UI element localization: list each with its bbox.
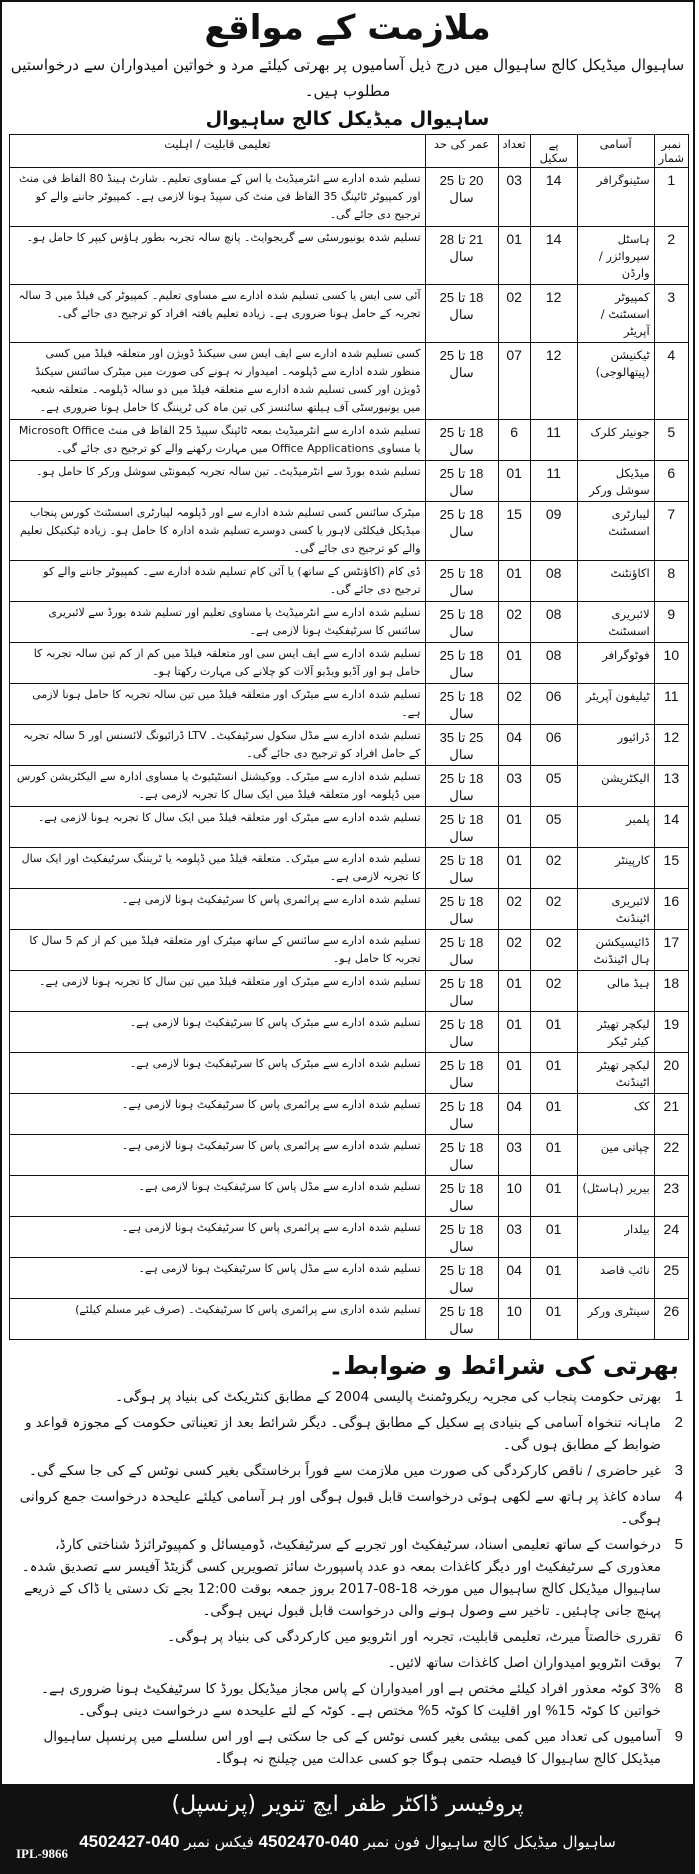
institution-name: ساہیوال میڈیکل کالج ساہیوال	[205, 108, 490, 130]
age-limit: 18 تا 25 سال	[425, 1135, 498, 1176]
pay-scale: 02	[530, 848, 577, 889]
serial-number: 25	[654, 1258, 688, 1299]
post-name: چپاتی مین	[577, 1135, 654, 1176]
serial-number: 21	[654, 1094, 688, 1135]
condition-text: درخواست کے ساتھ تعلیمی اسناد، سرٹیفکیٹ اور تجربے کے سرٹیفکیٹ، ڈومیسائل و کمپیوٹرائزڈ شناختی کارڈ، معذوری کے سرٹیفکیٹ اور دیگر کاغذات بمعہ دو عدد پاسپورٹ سائز تصویریں کسی گزیٹڈ آفیسر سے تصدیق شدہ۔ ساہیوال میڈیکل کالج ساہیوال میں مورخہ 18-08-2017 بروز جمعہ بوقت 12:00 بجے تک دستی یا ڈاک کے ذریعے پہنچ جانی چاہئیں۔ تاخیر سے وصول ہونے والی درخواست قابل قبول نہیں ہوگی۔	[21, 1537, 661, 1619]
table-row	[10, 848, 689, 889]
condition-number: 2	[674, 1414, 683, 1431]
serial-number: 11	[654, 684, 688, 725]
footer	[2, 1784, 693, 1872]
table-row	[10, 1299, 689, 1340]
vacancy-count: 04	[498, 1258, 530, 1299]
vacancy-count: 01	[498, 1053, 530, 1094]
serial-number: 8	[654, 561, 688, 602]
qualification: تسلیم شدہ بورڈ سے انٹرمیڈیٹ۔ تین سالہ تجربہ کیمونٹی سوشل ورکر کا حامل ہو۔	[10, 461, 426, 502]
post-name: ہیڈ مالی	[577, 971, 654, 1012]
vacancy-count: 15	[498, 502, 530, 561]
pay-scale: 09	[530, 502, 577, 561]
vacancy-count: 01	[498, 643, 530, 684]
pay-scale: 02	[530, 889, 577, 930]
col-qualification: تعلیمی قابلیت / اہلیت	[10, 135, 426, 168]
serial-number: 1	[654, 168, 688, 227]
age-limit: 18 تا 25 سال	[425, 848, 498, 889]
vacancy-count: 10	[498, 1176, 530, 1217]
pay-scale: 12	[530, 285, 577, 343]
qualification: تسلیم شدہ ادارے سے سائنس کے ساتھ میٹرک اور متعلقہ فیلڈ میں کم از کم 5 سال کا تجربہ کا حامل ہو۔	[10, 930, 426, 971]
serial-number: 3	[654, 285, 688, 343]
age-limit: 18 تا 25 سال	[425, 684, 498, 725]
table-row	[10, 1258, 689, 1299]
age-limit: 18 تا 25 سال	[425, 502, 498, 561]
vacancy-count: 04	[498, 725, 530, 766]
post-name: ڈائیسیکشن ہال اٹینڈنٹ	[577, 930, 654, 971]
post-name: سٹینوگرافر	[577, 168, 654, 227]
age-limit: 18 تا 25 سال	[425, 766, 498, 807]
age-limit: 21 تا 28 سال	[425, 227, 498, 285]
table-row	[10, 343, 689, 420]
col-bps: پے سکیل	[530, 135, 577, 168]
condition-number: 8	[674, 1680, 683, 1697]
post-name: کک	[577, 1094, 654, 1135]
age-limit: 18 تا 25 سال	[425, 420, 498, 461]
post-name: ٹیلیفون آپریٹر	[577, 684, 654, 725]
age-limit: 18 تا 25 سال	[425, 1217, 498, 1258]
pay-scale: 02	[530, 971, 577, 1012]
table-row	[10, 420, 689, 461]
post-name: ڈرائیور	[577, 725, 654, 766]
vacancy-count: 07	[498, 343, 530, 420]
table-row	[10, 1053, 689, 1094]
condition-number: 5	[674, 1536, 683, 1553]
principal-name: پروفیسر ڈاکٹر ظفر ایچ تنویر (پرنسپل)	[171, 1792, 524, 1817]
condition-number: 7	[674, 1654, 683, 1671]
vacancy-count: 6	[498, 420, 530, 461]
fax-number: 040-4502427	[79, 1832, 180, 1851]
pay-scale: 01	[530, 1258, 577, 1299]
post-name: نائب قاصد	[577, 1258, 654, 1299]
condition-text: بھرتی حکومت پنجاب کی مجریہ ریکروٹمنٹ پالیسی 2004 کے مطابق کنٹریکٹ کی بنیاد پر ہوگی۔	[115, 1389, 661, 1405]
condition-item	[12, 1412, 683, 1456]
serial-number: 14	[654, 807, 688, 848]
age-limit: 18 تا 25 سال	[425, 1176, 498, 1217]
serial-number: 12	[654, 725, 688, 766]
serial-number: 17	[654, 930, 688, 971]
age-limit: 18 تا 25 سال	[425, 807, 498, 848]
post-name: الیکٹریشن	[577, 766, 654, 807]
post-name: کمپیوٹر اسسٹنٹ / آپریٹر	[577, 285, 654, 343]
age-limit: 18 تا 25 سال	[425, 602, 498, 643]
vacancy-count: 02	[498, 602, 530, 643]
serial-number: 4	[654, 343, 688, 420]
post-name: لائبریری اٹینڈنٹ	[577, 889, 654, 930]
serial-number: 18	[654, 971, 688, 1012]
condition-item	[12, 1626, 683, 1648]
age-limit: 18 تا 25 سال	[425, 343, 498, 420]
post-name: میڈیکل سوشل ورکر	[577, 461, 654, 502]
condition-number: 3	[674, 1462, 683, 1479]
qualification: تسلیم شدہ ادارے سے مڈل پاس کا سرٹیفکیٹ ہونا لازمی ہے۔	[10, 1258, 426, 1299]
qualification: تسلیم شدہ ادارے سے میٹرک اور متعلقہ فیلڈ میں تین سال کا تجربہ ہونا لازمی ہے۔	[10, 971, 426, 1012]
post-name: لیکچر تھیٹر کیئر ٹیکر	[577, 1012, 654, 1053]
serial-number: 19	[654, 1012, 688, 1053]
table-header-row	[10, 135, 689, 168]
age-limit: 18 تا 25 سال	[425, 643, 498, 684]
ipl-code: IPL-9866	[16, 1846, 68, 1861]
serial-number: 15	[654, 848, 688, 889]
age-limit: 18 تا 25 سال	[425, 971, 498, 1012]
table-row	[10, 971, 689, 1012]
serial-number: 7	[654, 502, 688, 561]
table-row	[10, 684, 689, 725]
post-name: بیلدار	[577, 1217, 654, 1258]
col-post: آسامی	[577, 135, 654, 168]
table-row	[10, 602, 689, 643]
ad-title: ملازمت کے مواقع	[204, 8, 491, 48]
qualification: تسلیم شدہ ادارے سے پرائمری پاس کا سرٹیفکیٹ ہونا لازمی ہے۔	[10, 889, 426, 930]
condition-text: آسامیوں کی تعداد میں کمی بیشی بغیر کسی نوٹس کے کی جا سکتی ہے اور اس سلسلے میں پرنسپل ساہیوال میڈیکل کالج ساہیوال کا فیصلہ حتمی ہوگا جو کسی عدالت میں چیلنج نہ ہوگا۔	[43, 1729, 661, 1767]
condition-text: سادہ کاغذ پر ہاتھ سے لکھی ہوئی درخواست قابل قبول ہوگی اور ہر آسامی کیلئے علیحدہ درخواست جمع کروانی ہوگی۔	[19, 1489, 661, 1527]
qualification: تسلیم شدہ ادارے سے میٹرک۔ ووکیشنل انسٹیٹیوٹ یا مساوی ادارہ سے الیکٹریشن کورس میں ڈپلومہ اور متعلقہ فیلڈ میں ایک سال کا تجربہ لازمی ہے۔	[10, 766, 426, 807]
serial-number: 9	[654, 602, 688, 643]
vacancy-count: 01	[498, 561, 530, 602]
post-name: پلمبر	[577, 807, 654, 848]
post-name: جونیئر کلرک	[577, 420, 654, 461]
qualification: تسلیم شدہ ادارے سے میٹرک اور متعلقہ فیلڈ میں ایک سال کا تجربہ ہونا لازمی ہے۔	[10, 807, 426, 848]
pay-scale: 01	[530, 1012, 577, 1053]
vacancy-count: 01	[498, 848, 530, 889]
qualification: تسلیم شدہ ادارے سے میٹرک اور متعلقہ فیلڈ میں تین سالہ تجربہ کا حامل ہونا لازمی ہے۔	[10, 684, 426, 725]
qualification: تسلیم شدہ ادارے سے انٹرمیڈیٹ یا مساوی تعلیم اور تسلیم شدہ بورڈ سے لائبریری سائنس کا سرٹیفکیٹ ہونا لازمی ہے۔	[10, 602, 426, 643]
phone-number: 040-4502470	[258, 1832, 359, 1851]
age-limit: 18 تا 25 سال	[425, 889, 498, 930]
post-name: بیریر (ہاسٹل)	[577, 1176, 654, 1217]
qualification: تسلیم شدہ ادارے سے میٹرک پاس کا سرٹیفکیٹ ہونا لازمی ہے۔	[10, 1053, 426, 1094]
table-row	[10, 1217, 689, 1258]
vacancy-count: 01	[498, 807, 530, 848]
pay-scale: 05	[530, 807, 577, 848]
age-limit: 18 تا 25 سال	[425, 1053, 498, 1094]
pay-scale: 01	[530, 1053, 577, 1094]
condition-text: 3% کوٹہ معذور افراد کیلئے مختص ہے اور امیدواران کے پاس مجاز میڈیکل بورڈ کا سرٹیفکیٹ ہونا ضروری ہے۔ خواتین کا کوٹہ 15% اور اقلیت کا کوٹہ 5% مختص ہے۔ کوٹہ کے لئے علیحدہ سے درخواست دینی ہوگی۔	[41, 1681, 661, 1719]
table-row	[10, 561, 689, 602]
qualification: تسلیم شدہ ادارے سے میٹرک۔ متعلقہ فیلڈ میں ڈپلومہ یا ٹریننگ سرٹیفکیٹ اور ایک سال کا تجربہ لازمی ہے۔	[10, 848, 426, 889]
condition-number: 6	[674, 1628, 683, 1645]
vacancy-count: 01	[498, 971, 530, 1012]
condition-item	[12, 1678, 683, 1722]
table-row	[10, 1094, 689, 1135]
table-row	[10, 725, 689, 766]
serial-number: 22	[654, 1135, 688, 1176]
condition-number: 9	[674, 1728, 683, 1745]
post-name: سینٹری ورکر	[577, 1299, 654, 1340]
table-row	[10, 285, 689, 343]
vacancy-count: 01	[498, 1012, 530, 1053]
vacancy-count: 03	[498, 1135, 530, 1176]
condition-item	[12, 1534, 683, 1622]
vacancy-count: 04	[498, 1094, 530, 1135]
qualification: تسلیم شدہ اداری سے پرائمری پاس کا سرٹیفکیٹ۔ (صرف غیر مسلم کیلئے)	[10, 1299, 426, 1340]
serial-number: 2	[654, 227, 688, 285]
vacancy-count: 01	[498, 461, 530, 502]
condition-item	[12, 1726, 683, 1770]
qualification: تسلیم شدہ ادارے سے مڈل پاس کا سرٹیفکیٹ ہونا لازمی ہے۔	[10, 1176, 426, 1217]
pay-scale: 08	[530, 561, 577, 602]
pay-scale: 11	[530, 420, 577, 461]
phone-label: فون نمبر	[363, 1833, 420, 1851]
contact-line	[2, 1832, 693, 1852]
condition-text: ماہانہ تنخواہ آسامی کے بنیادی پے سکیل کے مطابق ہوگی۔ دیگر شرائط بعد از تعیناتی حکومت کے مجوزہ قواعد و ضوابط کے مطابق ہوں گی۔	[24, 1415, 661, 1453]
serial-number: 10	[654, 643, 688, 684]
vacancy-count: 03	[498, 766, 530, 807]
table-row	[10, 168, 689, 227]
post-name: کارپینٹر	[577, 848, 654, 889]
age-limit: 18 تا 25 سال	[425, 1299, 498, 1340]
table-row	[10, 1176, 689, 1217]
vacancy-count: 02	[498, 684, 530, 725]
serial-number: 24	[654, 1217, 688, 1258]
pay-scale: 08	[530, 602, 577, 643]
table-row	[10, 502, 689, 561]
condition-number: 4	[674, 1488, 683, 1505]
pay-scale: 06	[530, 684, 577, 725]
post-name: لیکچر تھیٹر اٹینڈنٹ	[577, 1053, 654, 1094]
pay-scale: 14	[530, 168, 577, 227]
age-limit: 18 تا 25 سال	[425, 930, 498, 971]
condition-item	[12, 1652, 683, 1674]
vacancy-count: 02	[498, 930, 530, 971]
age-limit: 18 تا 25 سال	[425, 1258, 498, 1299]
serial-number: 16	[654, 889, 688, 930]
pay-scale: 01	[530, 1217, 577, 1258]
post-name: فوٹوگرافر	[577, 643, 654, 684]
age-limit: 18 تا 25 سال	[425, 461, 498, 502]
age-limit: 18 تا 25 سال	[425, 1094, 498, 1135]
pay-scale: 12	[530, 343, 577, 420]
serial-number: 23	[654, 1176, 688, 1217]
pay-scale: 08	[530, 643, 577, 684]
vacancy-count: 10	[498, 1299, 530, 1340]
post-name: لیبارٹری اسسٹنٹ	[577, 502, 654, 561]
post-name: ٹیکنیشن (پیتھالوجی)	[577, 343, 654, 420]
vacancy-count: 02	[498, 285, 530, 343]
condition-text: بوقت انٹرویو امیدواران اصل کاغذات ساتھ لائیں۔	[387, 1655, 661, 1671]
serial-number: 5	[654, 420, 688, 461]
condition-text: تقرری خالصتاً میرٹ، تعلیمی قابلیت، تجربہ اور انٹرویو میں کارکردگی کی بنیاد پر ہوگی۔	[167, 1629, 661, 1645]
qualification: تسلیم شدہ ادارے سے پرائمری پاس کا سرٹیفکیٹ ہونا لازمی ہے۔	[10, 1217, 426, 1258]
pay-scale: 11	[530, 461, 577, 502]
fax-label: فیکس نمبر	[184, 1833, 254, 1851]
age-limit: 20 تا 25 سال	[425, 168, 498, 227]
pay-scale: 01	[530, 1176, 577, 1217]
age-limit: 18 تا 25 سال	[425, 561, 498, 602]
table-row	[10, 930, 689, 971]
vacancies-table	[9, 134, 689, 1340]
pay-scale: 01	[530, 1135, 577, 1176]
col-age: عمر کی حد	[425, 135, 498, 168]
col-serial: نمبر شمار	[654, 135, 688, 168]
pay-scale: 01	[530, 1094, 577, 1135]
conditions-title: بھرتی کی شرائط و ضوابط۔	[328, 1351, 679, 1380]
post-name: ہاسٹل سپروائزر / وارڈن	[577, 227, 654, 285]
serial-number: 20	[654, 1053, 688, 1094]
table-row	[10, 1012, 689, 1053]
qualification: تسلیم شدہ ادارے سے مڈل سکول سرٹیفکیٹ۔ LTV ڈرائیونگ لائسنس اور 5 سالہ تجربہ کے حامل افراد کو ترجیح دی جائے گی۔	[10, 725, 426, 766]
qualification: تسلیم شدہ ادارے سے انٹرمیڈیٹ بمعہ ٹائپنگ سپیڈ 25 الفاظ فی منٹ Microsoft Office یا مساوی Office Applications میں مہارت رکھنے والے کو ترجیح دی جائے گی۔	[10, 420, 426, 461]
vacancy-count: 01	[498, 227, 530, 285]
age-limit: 25 تا 35 سال	[425, 725, 498, 766]
vacancy-count: 03	[498, 1217, 530, 1258]
table-row	[10, 1135, 689, 1176]
qualification: آئی سی ایس یا کسی تسلیم شدہ ادارے سے مساوی تعلیم۔ کمپیوٹر کی فیلڈ میں 3 سالہ تجربہ کے حامل ہونا ضروری ہے۔ زیادہ تعلیم یافتہ افراد کو ترجیح دی جائے گی۔	[10, 285, 426, 343]
qualification: کسی تسلیم شدہ ادارے سے ایف ایس سی سیکنڈ ڈویژن اور متعلقہ فیلڈ میں کسی منظور شدہ ادارے سے ڈپلومہ۔ امیدوار نہ ہونے کی صورت میں میٹرک سائنس سیکنڈ ڈویژن اور کسی تسلیم شدہ ادارے سے متعلقہ فیلڈ میں دو سالہ ڈپلومہ۔ متعلقہ شعبہ میں یونیورسٹی آف ہیلتھ سائنسز کی تین ماہ کی ٹریننگ کا حامل ہونا ضروری ہے۔	[10, 343, 426, 420]
qualification: تسلیم شدہ ادارے سے ایف ایس سی اور متعلقہ فیلڈ میں کم از کم تین سالہ تجربہ کا حامل ہو اور آڈیو ویڈیو آلات کو چلانے کی مہارت رکھتا ہو۔	[10, 643, 426, 684]
serial-number: 26	[654, 1299, 688, 1340]
qualification: میٹرک سائنس کسی تسلیم شدہ ادارے سے اور ڈپلومہ لیبارٹری اسسٹنٹ کورس پنجاب میڈیکل فیکلٹی لاہور یا کسی دوسرے تسلیم شدہ ادارہ کا حامل ہو۔ زیادہ ٹیکنیکل تعلیم والے کو ترجیح دی جائے گی۔	[10, 502, 426, 561]
pay-scale: 14	[530, 227, 577, 285]
qualification: تسلیم شدہ یونیورسٹی سے گریجوایٹ۔ پانچ سالہ تجربہ بطور ہاؤس کیپر کا حامل ہو۔	[10, 227, 426, 285]
condition-text: غیر حاضری / ناقص کارکردگی کی صورت میں ملازمت سے فوراً برخاستگی بغیر کسی نوٹس کے کی جا سکے گی۔	[29, 1463, 661, 1479]
pay-scale: 05	[530, 766, 577, 807]
ad-intro: ساہیوال میڈیکل کالج ساہیوال میں درج ذیل آسامیوں پر بھرتی کیلئے مرد و خواتین امیدواران سے درخواستیں مطلوب ہیں۔	[10, 56, 685, 100]
qualification: تسلیم شدہ ادارے سے میٹرک پاس کا سرٹیفکیٹ ہونا لازمی ہے۔	[10, 1012, 426, 1053]
col-count: تعداد	[498, 135, 530, 168]
pay-scale: 02	[530, 930, 577, 971]
conditions-list	[2, 1386, 693, 1784]
condition-item	[12, 1386, 683, 1408]
age-limit: 18 تا 25 سال	[425, 1012, 498, 1053]
age-limit: 18 تا 25 سال	[425, 285, 498, 343]
pay-scale: 06	[530, 725, 577, 766]
post-name: لائبریری اسسٹنٹ	[577, 602, 654, 643]
serial-number: 13	[654, 766, 688, 807]
vacancy-count: 02	[498, 889, 530, 930]
table-row	[10, 889, 689, 930]
qualification: ڈی کام (اکاؤنٹس کے ساتھ) یا آئی کام تسلیم شدہ ادارے سے۔ کمپیوٹر جاننے والے کو ترجیح دی جائے گی۔	[10, 561, 426, 602]
table-row	[10, 643, 689, 684]
qualification: تسلیم شدہ ادارے سے پرائمری پاس کا سرٹیفکیٹ ہونا لازمی ہے۔	[10, 1094, 426, 1135]
post-name: اکاؤنٹنٹ	[577, 561, 654, 602]
condition-number: 1	[674, 1388, 683, 1405]
qualification: تسلیم شدہ ادارے سے انٹرمیڈیٹ یا اس کے مساوی تعلیم۔ شارٹ ہینڈ 80 الفاظ فی منٹ اور کمپیوٹر ٹائپنگ 35 الفاظ فی منٹ کی سپیڈ ہونا لازمی ہے۔ کمپیوٹر جاننے والے کو ترجیح دی جائے گی۔	[10, 168, 426, 227]
table-row	[10, 461, 689, 502]
table-row	[10, 766, 689, 807]
serial-number: 6	[654, 461, 688, 502]
table-row	[10, 227, 689, 285]
address: ساہیوال میڈیکل کالج ساہیوال	[424, 1833, 616, 1851]
condition-item	[12, 1486, 683, 1530]
condition-item	[12, 1460, 683, 1482]
qualification: تسلیم شدہ ادارے سے پرائمری پاس کا سرٹیفکیٹ ہونا لازمی ہے۔	[10, 1135, 426, 1176]
vacancy-count: 03	[498, 168, 530, 227]
table-row	[10, 807, 689, 848]
pay-scale: 01	[530, 1299, 577, 1340]
